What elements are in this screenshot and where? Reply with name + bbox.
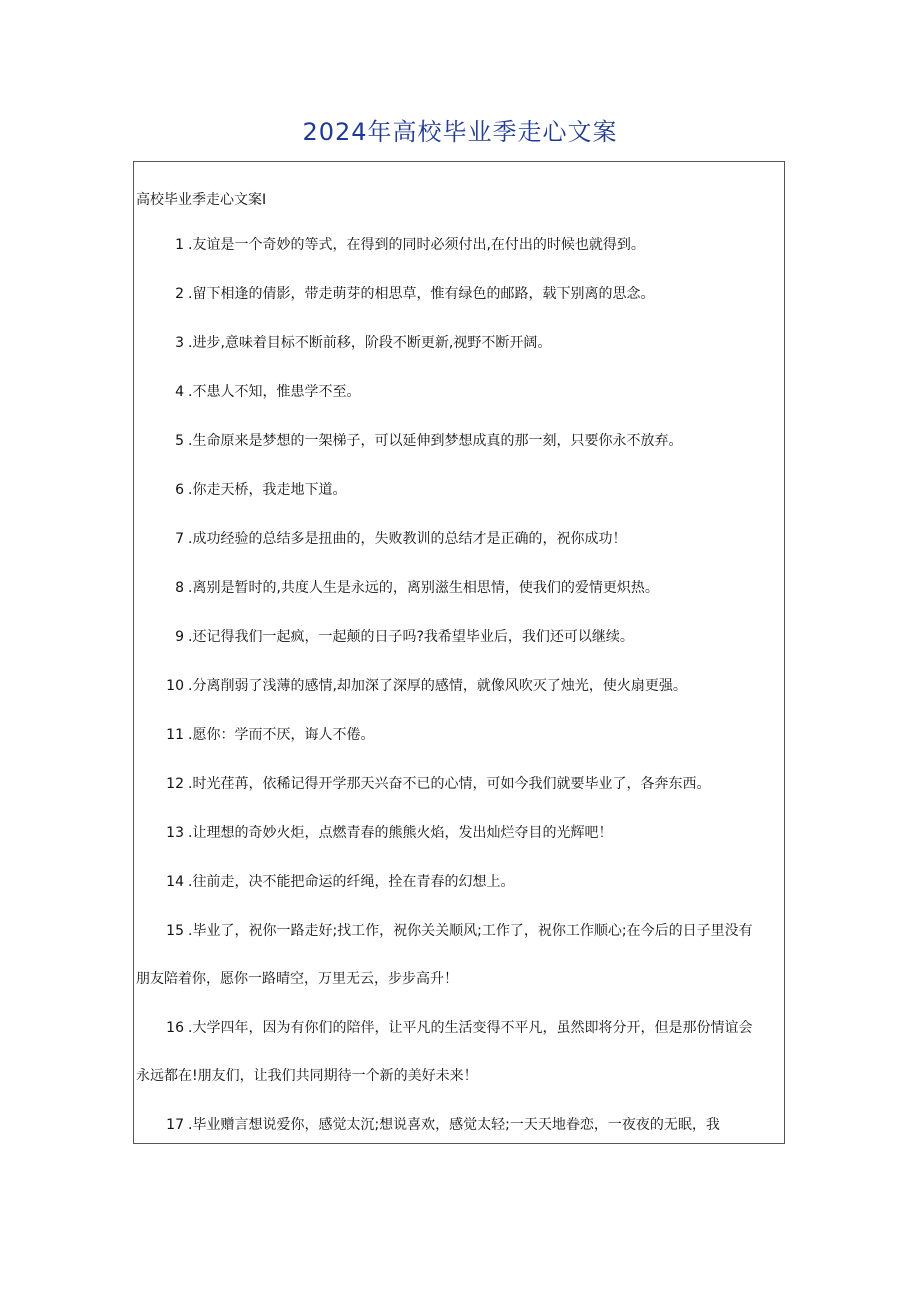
item-number: 8: [175, 580, 184, 596]
item-text: .往前走，决不能把命运的纤绳，拴在青春的幻想上。: [188, 874, 515, 890]
item-text: .分离削弱了浅薄的感情,却加深了深厚的感情，就像风吹灭了烛光，使火扇更强。: [188, 678, 687, 694]
item-text: .成功经验的总结多是扭曲的，失败教训的总结才是正确的，祝你成功！: [188, 531, 627, 547]
content-box: [133, 161, 785, 1144]
item-number: 10: [166, 678, 184, 694]
item-text: .留下相逢的倩影，带走萌芽的相思草，惟有绿色的邮路，载下别离的思念。: [188, 286, 655, 302]
item-number: 5: [175, 433, 184, 449]
item-text-continuation: 朋友陪着你，愿你一路晴空，万里无云，步步高升！: [136, 971, 458, 987]
item-number: 1: [175, 237, 184, 253]
item-text: .友谊是一个奇妙的等式，在得到的同时必须付出,在付出的时候也就得到。: [188, 237, 645, 253]
item-number: 17: [166, 1117, 184, 1133]
item-number: 2: [175, 286, 184, 302]
section-heading: 高校毕业季走心文案I: [136, 192, 267, 208]
item-number: 3: [175, 335, 184, 351]
item-text: .生命原来是梦想的一架梯子，可以延伸到梦想成真的那一刻，只要你永不放弃。: [188, 433, 683, 449]
item-number: 16: [166, 1020, 184, 1036]
item-text: .进步,意味着目标不断前移，阶段不断更新,视野不断开阔。: [188, 335, 552, 351]
item-number: 6: [175, 482, 184, 498]
item-number: 7: [175, 531, 184, 547]
item-text: .毕业了，祝你一路走好;找工作，祝你关关顺风;工作了，祝你工作顺心;在今后的日子里没有: [188, 923, 753, 939]
page-title: 2024年高校毕业季走心文案: [302, 118, 618, 146]
item-number: 4: [175, 384, 184, 400]
item-number: 13: [166, 825, 184, 841]
item-number: 9: [175, 629, 184, 645]
item-text: .毕业赠言想说爱你，感觉太沉;想说喜欢，感觉太轻;一天天地眷恋，一夜夜的无眠，我: [188, 1117, 720, 1133]
item-number: 11: [166, 727, 184, 743]
item-text: .时光荏苒，依稀记得开学那天兴奋不已的心情，可如今我们就要毕业了，各奔东西。: [188, 776, 711, 792]
item-number: 12: [166, 776, 184, 792]
item-text: .你走天桥，我走地下道。: [188, 482, 347, 498]
item-text-continuation: 永远都在!朋友们，让我们共同期待一个新的美好未来！: [136, 1068, 478, 1084]
item-text: .不患人不知，惟患学不至。: [188, 384, 361, 400]
item-text: .还记得我们一起疯，一起颠的日子吗?我希望毕业后，我们还可以继续。: [188, 629, 634, 645]
item-text: .愿你：学而不厌，诲人不倦。: [188, 727, 375, 743]
item-text: .让理想的奇妙火炬，点燃青春的熊熊火焰，发出灿烂夺目的光辉吧！: [188, 825, 613, 841]
item-number: 15: [166, 923, 184, 939]
item-text: .离别是暂时的,共度人生是永远的，离别滋生相思情，使我们的爱情更炽热。: [188, 580, 659, 596]
item-text: .大学四年，因为有你们的陪伴，让平凡的生活变得不平凡，虽然即将分开，但是那份情谊会: [188, 1020, 753, 1036]
item-number: 14: [166, 874, 184, 890]
